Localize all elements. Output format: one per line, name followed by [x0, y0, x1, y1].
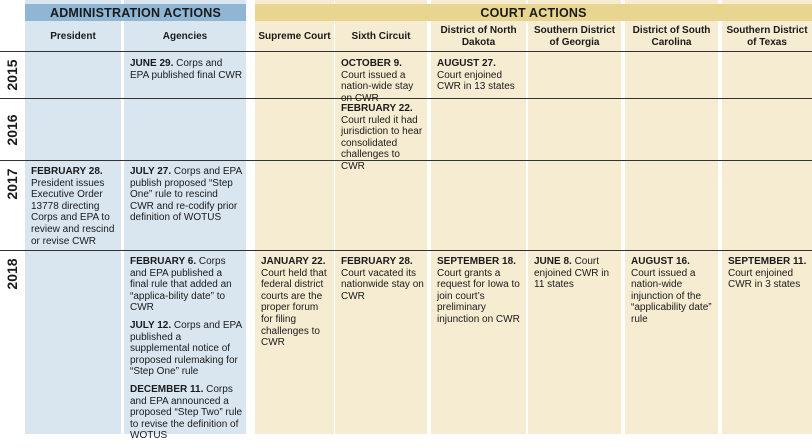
- entry-date: DECEMBER 11.: [130, 383, 204, 395]
- entry-date: JUNE 8.: [534, 256, 572, 267]
- entry-2018-sixth-circuit: [335, 256, 427, 308]
- entry-date: AUGUST 16.: [631, 256, 690, 267]
- entry-text: Corps and EPA announced a proposed “Step Two” rule to revise the definition of WOTUS: [130, 383, 243, 442]
- entry-2018-north-dakota: [431, 256, 526, 332]
- entry-2018-southern-georgia: [528, 256, 621, 297]
- supreme-column-bg: [255, 0, 334, 434]
- sdga-column-bg: [528, 0, 621, 434]
- entry-text: Court held that federal district courts are the proper forum for filing challenges to CWR: [261, 267, 327, 349]
- entry-2018-supreme-court: [255, 256, 334, 355]
- row-divider: [0, 51, 812, 52]
- column-header-north-dakota: District of North Dakota: [440, 25, 517, 48]
- court-group-header: COURT ACTIONS: [255, 4, 812, 21]
- entry-2017-president: [25, 166, 121, 253]
- entry-date: JULY 12.: [130, 319, 172, 331]
- entry-date: JUNE 29.: [130, 58, 174, 69]
- column-header-southern-texas: Southern District of Texas: [726, 25, 808, 48]
- entry-text: Corps and EPA published final CWR: [130, 58, 243, 81]
- admin-group-header: ADMINISTRATION ACTIONS: [25, 4, 246, 21]
- year-label-2017: 2017: [4, 168, 20, 200]
- entry-2017-agencies: [124, 166, 246, 230]
- entry-date: FEBRUARY 6.: [130, 256, 197, 267]
- entry-date: OCTOBER 9.: [341, 58, 402, 69]
- entry-text: Court issued a nation-wide stay on CWR: [341, 69, 414, 104]
- entry-date: JANUARY 22.: [261, 256, 326, 267]
- entry-date: AUGUST 27.: [437, 58, 496, 69]
- entry-text: Court ruled it had jurisdiction to hear consolidated challenges to CWR: [341, 114, 423, 172]
- entry-text: Court issued a nation-wide injunction of the “applicability date” rule: [631, 267, 712, 325]
- column-header-supreme-court: Supreme Court: [258, 31, 331, 42]
- entry-2015-north-dakota: [431, 58, 526, 99]
- entry-text: Court vacated its nationwide stay on CWR: [341, 267, 424, 302]
- entry-text: Corps and EPA published a supplemental notice of proposed rulemaking for “Step One” rule: [130, 319, 242, 378]
- year-label-2016: 2016: [4, 113, 20, 146]
- entry-date: FEBRUARY 28.: [31, 166, 103, 177]
- entry-2015-agencies: [124, 58, 246, 87]
- entry-text: Corps and EPA publish proposed “Step One” rule to rescind CWR and re-codify prior definition of WOTUS: [130, 166, 242, 224]
- column-header-sixth-circuit: Sixth Circuit: [351, 31, 411, 42]
- sc-column-bg: [625, 0, 718, 434]
- year-label-2018: 2018: [4, 258, 20, 290]
- entry-2018-agencies: [124, 256, 246, 448]
- entry-2018-south-carolina: [625, 256, 718, 332]
- entry-date: FEBRUARY 28.: [341, 256, 413, 267]
- entry-text: President issues Executive Order 13778 directing Corps and EPA to review and rescind or revise CWR: [31, 177, 115, 247]
- entry-text: Court grants a request for Iowa to join court’s preliminary injunction on CWR: [437, 267, 520, 325]
- column-header-agencies: Agencies: [162, 31, 208, 42]
- entry-text: Corps and EPA published a final rule that added an “applica-bility date” to CWR: [130, 256, 232, 314]
- entry-text: Court enjoined CWR in 11 states: [534, 256, 610, 291]
- entry-date: SEPTEMBER 11.: [728, 256, 807, 267]
- entry-text: Court enjoined CWR in 3 states: [728, 267, 801, 291]
- entry-text: Court enjoined CWR in 13 states: [437, 69, 515, 93]
- column-header-president: President: [50, 31, 96, 42]
- row-divider: [0, 250, 812, 251]
- sdtx-column-bg: [722, 0, 812, 434]
- column-header-south-carolina: District of South Carolina: [632, 25, 711, 48]
- entry-2018-southern-texas: [722, 256, 812, 297]
- entry-date: SEPTEMBER 18.: [437, 256, 516, 267]
- entry-2016-sixth-circuit: [335, 103, 427, 179]
- entry-date: FEBRUARY 22.: [341, 103, 413, 114]
- year-label-2015: 2015: [4, 59, 20, 91]
- entry-date: JULY 27.: [130, 166, 172, 177]
- column-header-southern-georgia: Southern District of Georgia: [533, 25, 616, 48]
